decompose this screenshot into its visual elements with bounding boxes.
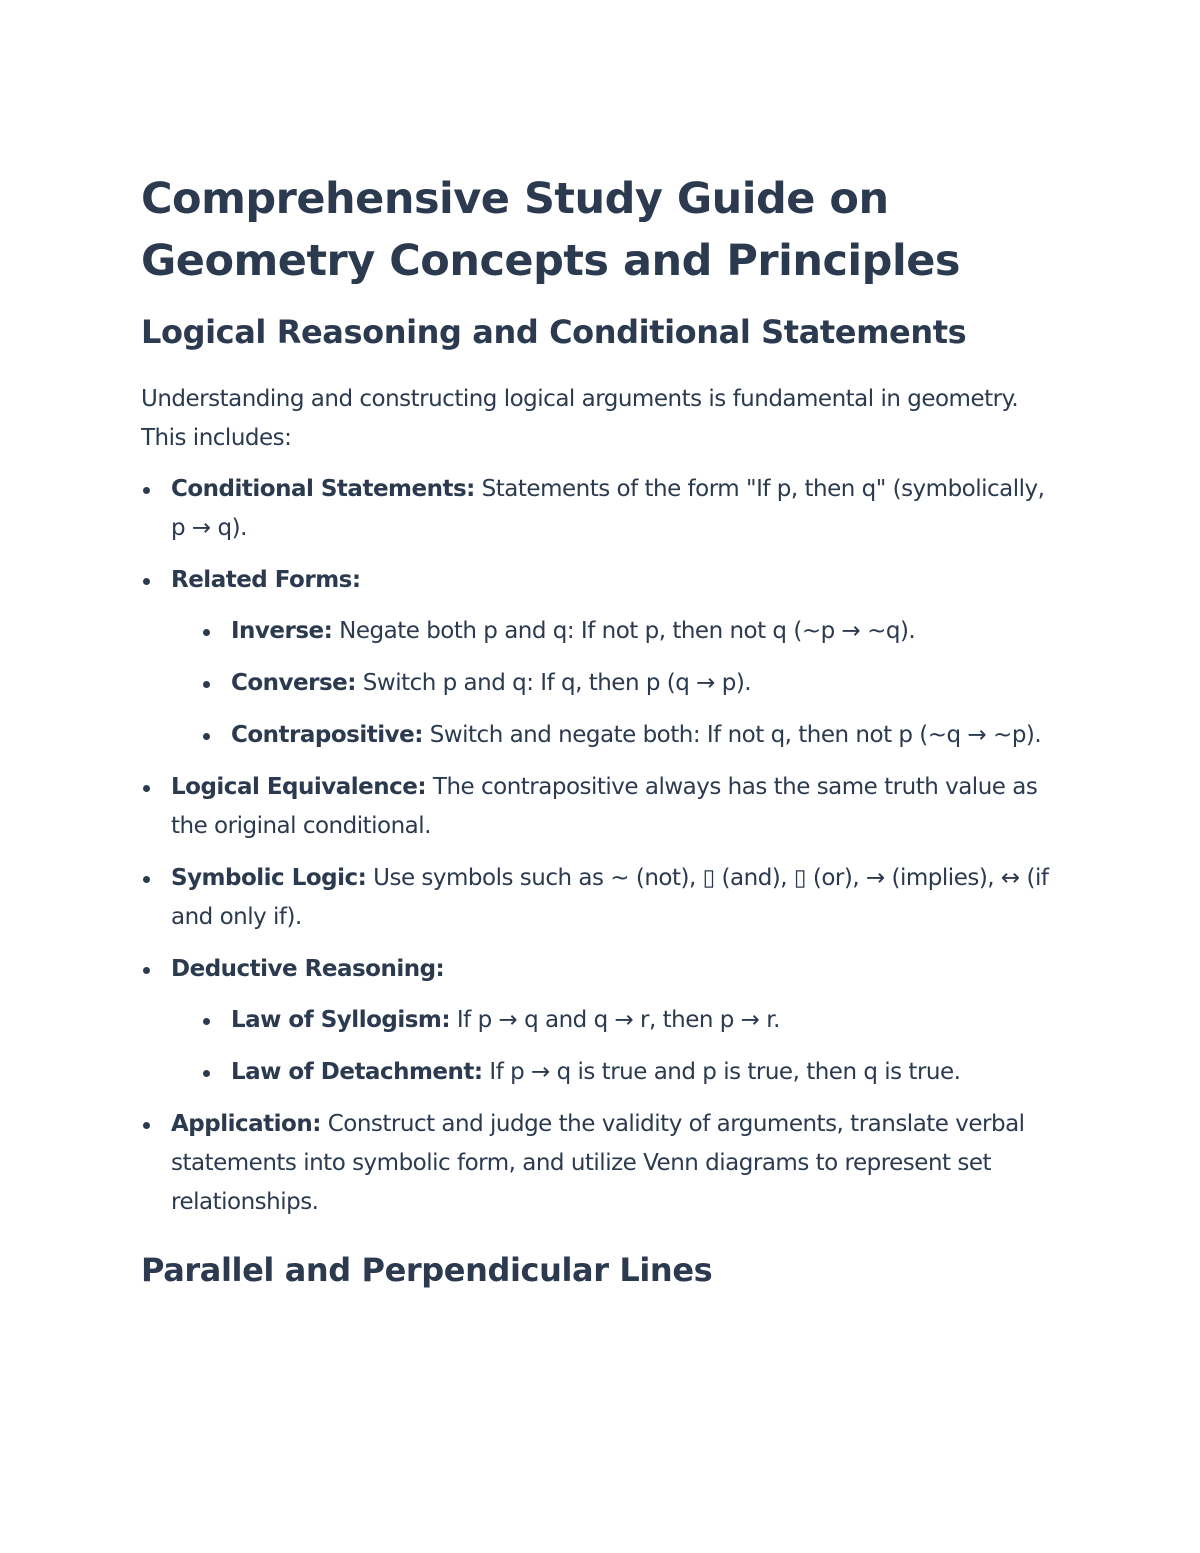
item-text: If p → q is true and p is true, then q is true. <box>482 1059 961 1085</box>
item-label: Application: <box>171 1111 321 1137</box>
list-item-conditional-statements <box>141 470 1061 548</box>
item-label: Conditional Statements: <box>171 476 475 502</box>
item-label: Converse: <box>231 670 356 696</box>
item-text: Switch p and q: If q, then p (q → p). <box>355 670 752 696</box>
item-text: Negate both p and q: If not p, then not q (~p → ~q). <box>332 618 916 644</box>
related-forms-sublist <box>201 612 1061 755</box>
sublist-item-law-of-syllogism <box>201 1001 1061 1040</box>
sublist-item-contrapositive <box>201 716 1061 755</box>
list-item-symbolic-logic <box>141 859 1061 937</box>
list-item-application <box>141 1105 1061 1222</box>
item-text: The contrapositive always has the same truth value as the original conditional. <box>171 774 1038 839</box>
item-label: Contrapositive: <box>231 722 423 748</box>
list-item-deductive-reasoning <box>141 950 1061 1092</box>
sublist-item-law-of-detachment <box>201 1053 1061 1092</box>
item-label: Inverse: <box>231 618 333 644</box>
intro-paragraph: Understanding and constructing logical arguments is fundamental in geometry. This includes: <box>141 386 1019 451</box>
sublist-item-inverse <box>201 612 1061 651</box>
item-text: Statements of the form "If p, then q" (symbolically, p → q). <box>171 476 1045 541</box>
topic-list <box>141 470 1060 1222</box>
list-item-logical-equivalence <box>141 768 1061 846</box>
item-label: Law of Detachment: <box>231 1059 483 1085</box>
item-text: Use symbols such as ~ (not), ▯ (and), ▯ (or), → (implies), ↔ (if and only if). <box>171 865 1049 930</box>
list-item-related-forms <box>141 561 1061 755</box>
sublist-item-converse <box>201 664 1061 703</box>
section-heading-parallel-perpendicular: Parallel and Perpendicular Lines <box>141 1251 713 1289</box>
section-heading-logical-reasoning: Logical Reasoning and Conditional Statements <box>141 313 967 351</box>
item-label: Symbolic Logic: <box>171 865 367 891</box>
item-text: Switch and negate both: If not q, then not p (~q → ~p). <box>422 722 1042 748</box>
item-label: Law of Syllogism: <box>231 1007 451 1033</box>
item-text: Construct and judge the validity of arguments, translate verbal statements into symbolic form, and utilize Venn diagrams to represent set relationships. <box>171 1111 1025 1215</box>
item-label: Related Forms: <box>171 567 361 593</box>
item-text: If p → q and q → r, then p → r. <box>450 1007 780 1033</box>
item-label: Logical Equivalence: <box>171 774 427 800</box>
item-label: Deductive Reasoning: <box>171 956 445 982</box>
deductive-reasoning-sublist <box>201 1001 1061 1092</box>
page-title: Comprehensive Study Guide on Geometry Concepts and Principles <box>141 174 960 286</box>
